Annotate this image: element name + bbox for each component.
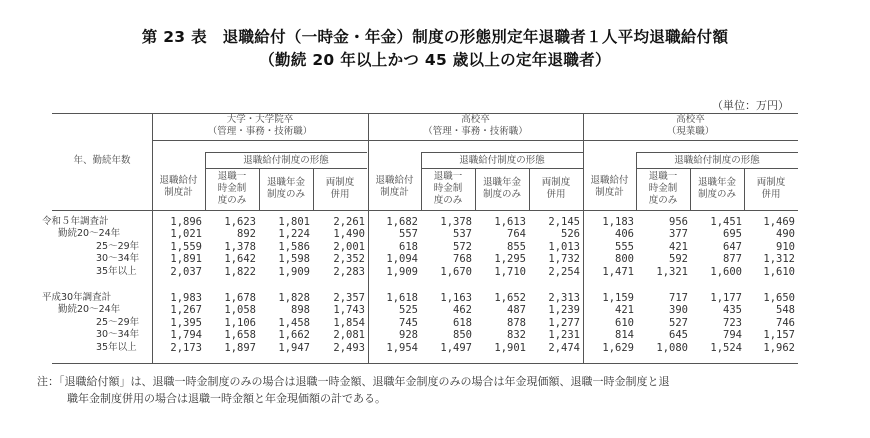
table-cell: 1,395 [170,316,202,329]
table-cell: 537 [453,228,472,241]
table-cell: 487 [507,304,526,317]
table-cell: 421 [669,240,688,253]
table-cell: 490 [776,228,795,241]
table-cell: 745 [399,316,418,329]
table-cell: 1,239 [548,304,580,317]
sub-header: 退職年金 [697,177,736,188]
table-cell: 1,586 [278,240,310,253]
table-cell: 2,145 [548,216,580,228]
table-cell: 2,352 [333,253,365,266]
total-header: 制度計 [164,187,193,198]
row-label: 勤続20～24年 [58,228,121,240]
row-label: 35年以上 [96,265,137,277]
table-cell: 618 [453,316,472,329]
table-cell: 1,678 [224,292,256,304]
form-header-top-rule [205,152,367,153]
table-cell: 768 [453,253,472,266]
total-header: 退職給付 [375,175,414,186]
total-header: 制度計 [380,187,409,198]
table-cell: 892 [237,228,256,241]
table-cell: 717 [669,292,688,304]
table-cell: 1,662 [278,329,310,342]
table-cell: 1,629 [602,341,634,354]
table-cell: 1,650 [763,292,795,304]
sub-header: 退職年金 [482,177,521,188]
table-cell: 1,658 [224,329,256,342]
table-cell: 1,670 [440,265,472,278]
group-header-sub: （管理・事務・技術職） [423,126,528,137]
sub-header: 時金制 [217,183,247,194]
table-cell: 695 [723,228,742,241]
table-cell: 2,313 [548,292,580,304]
table-cell: 2,173 [170,341,202,354]
table-cell: 2,261 [333,216,365,228]
form-header: 退職給付制度の形態 [459,155,545,166]
table-cell: 1,618 [386,292,418,304]
table-cell: 1,623 [224,216,256,228]
table-cell: 1,962 [763,341,795,354]
table-title: 第 23 表 退職給付（一時金・年金）制度の形態別定年退職者１人平均退職給付額 [141,28,729,46]
table-cell: 1,559 [170,240,202,253]
table-cell: 2,493 [333,341,365,354]
table-cell: 850 [453,329,472,342]
footnote-line-2: 職年金制度併用の場合は退職一時金額と年金現価額の計である。 [67,392,386,405]
form-header: 退職給付制度の形態 [243,155,329,166]
table-cell: 898 [291,304,310,317]
sub-header: 制度のみ [697,189,736,200]
group-header-sub: （現業職） [666,126,715,137]
table-cell: 462 [453,304,472,317]
form-header-top-rule [421,152,583,153]
table-cell: 956 [669,216,688,228]
sub-header: 併用 [546,189,566,200]
sub-header: 時金制 [433,183,463,194]
table-cell: 526 [561,228,580,241]
table-cell: 1,451 [710,216,742,228]
table-cell: 2,474 [548,341,580,354]
sub-header: 制度のみ [266,189,305,200]
table-cell: 390 [669,304,688,317]
table-cell: 746 [776,316,795,329]
group-header-sub: （管理・事務・技術職） [207,126,313,137]
table-cell: 764 [507,228,526,241]
row-label: 30～34年 [96,329,140,341]
table-cell: 2,357 [333,292,365,304]
table-cell: 1,682 [386,216,418,228]
row-header: 年、勤続年数 [73,155,131,166]
sub-header: 度のみ [433,195,463,206]
table-cell: 435 [723,304,742,317]
table-cell: 1,267 [170,304,202,317]
table-cell: 1,497 [440,341,472,354]
sub-header: 両制度 [541,177,571,188]
table-cell: 1,600 [710,265,742,278]
table-cell: 1,312 [763,253,795,266]
row-label: 令和５年調査計 [42,216,109,227]
table-cell: 2,254 [548,265,580,278]
table-cell: 814 [615,329,634,342]
table-cell: 1,458 [278,316,310,329]
sub-header: 退職一 [648,171,678,182]
table-cell: 647 [723,240,742,253]
form-header-top-rule [636,152,798,153]
table-cell: 1,021 [170,228,202,241]
table-cell: 1,954 [386,341,418,354]
table-cell: 1,277 [548,316,580,329]
table-cell: 878 [507,316,526,329]
table-cell: 548 [776,304,795,317]
table-cell: 855 [507,240,526,253]
table-cell: 2,001 [333,240,365,253]
table-cell: 377 [669,228,688,241]
table-cell: 1,909 [386,265,418,278]
total-header: 制度計 [595,187,624,198]
table-cell: 800 [615,253,634,266]
total-header: 退職給付 [159,175,198,186]
sub-header: 度のみ [217,195,247,206]
form-header-bottom-rule [636,168,798,169]
group-header-name: 大学・大学院卒 [226,114,294,125]
table-cell: 1,013 [548,240,580,253]
table-cell: 1,163 [440,292,472,304]
table-cell: 421 [615,304,634,317]
sub-header: 退職年金 [266,177,305,188]
table-cell: 1,183 [602,216,634,228]
total-header: 退職給付 [590,175,629,186]
table-cell: 572 [453,240,472,253]
unit-label: （単位：万円） [712,99,789,112]
table-cell: 1,177 [710,292,742,304]
table-cell: 1,794 [170,329,202,342]
table-cell: 1,231 [548,329,580,342]
table-cell: 1,058 [224,304,256,317]
table-cell: 618 [399,240,418,253]
header-bottom-rule [52,210,798,211]
footnote-line-1: 注：「退職給付額」は、退職一時金制度のみの場合は退職一時金額、退職年金制度のみの場合は年金現価額、退職一時金制度と退 [37,375,670,388]
sub-header: 併用 [330,189,350,200]
row-label: 35年以上 [96,341,137,353]
table-cell: 645 [669,329,688,342]
table-cell: 1,224 [278,228,310,241]
table-cell: 1,710 [494,265,526,278]
table-cell: 1,598 [278,253,310,266]
table-cell: 1,901 [494,341,526,354]
table-cell: 2,081 [333,329,365,342]
table-cell: 555 [615,240,634,253]
table-cell: 2,283 [333,265,365,278]
row-label: 25～29年 [96,316,140,328]
table-cell: 1,321 [656,265,688,278]
table-cell: 928 [399,329,418,342]
table-cell: 1,909 [278,265,310,278]
group-header-name: 高校卒 [461,114,490,125]
table-cell: 527 [669,316,688,329]
table-cell: 1,983 [170,292,202,304]
table-cell: 1,642 [224,253,256,266]
table-cell: 1,610 [763,265,795,278]
table-cell: 1,732 [548,253,580,266]
table-cell: 406 [615,228,634,241]
table-bottom-rule [52,363,798,364]
sub-header: 両制度 [325,177,355,188]
table-cell: 1,490 [333,228,365,241]
table-cell: 1,159 [602,292,634,304]
table-cell: 1,801 [278,216,310,228]
sub-header: 併用 [761,189,781,200]
table-cell: 2,037 [170,265,202,278]
table-cell: 1,295 [494,253,526,266]
table-cell: 1,897 [224,341,256,354]
table-cell: 1,080 [656,341,688,354]
table-cell: 1,106 [224,316,256,329]
table-cell: 1,828 [278,292,310,304]
form-header: 退職給付制度の形態 [674,155,760,166]
table-cell: 1,652 [494,292,526,304]
table-cell: 525 [399,304,418,317]
table-cell: 557 [399,228,418,241]
table-cell: 1,891 [170,253,202,266]
table-cell: 1,378 [440,216,472,228]
table-cell: 1,743 [333,304,365,317]
table-cell: 1,896 [170,216,202,228]
table-cell: 910 [776,240,795,253]
table-cell: 1,947 [278,341,310,354]
table-cell: 794 [723,329,742,342]
table-cell: 1,469 [763,216,795,228]
table-cell: 1,822 [224,265,256,278]
table-cell: 1,524 [710,341,742,354]
table-cell: 1,094 [386,253,418,266]
sub-header: 時金制 [648,183,678,194]
sub-header: 両制度 [756,177,786,188]
table-cell: 592 [669,253,688,266]
table-cell: 1,471 [602,265,634,278]
table-cell: 723 [723,316,742,329]
table-cell: 877 [723,253,742,266]
footnote [37,373,817,407]
sub-header: 制度のみ [482,189,521,200]
row-label: 勤続20～24年 [58,304,121,316]
form-header-bottom-rule [421,168,583,169]
row-label: 30～34年 [96,253,140,265]
sub-header: 退職一 [217,171,247,182]
row-label: 平成30年調査計 [42,292,112,303]
table-cell: 1,157 [763,329,795,342]
group-header-rule [152,140,798,141]
table-cell: 1,613 [494,216,526,228]
table-cell: 1,854 [333,316,365,329]
table-subtitle: （勤続 20 年以上かつ 45 歳以上の定年退職者） [259,51,611,69]
sub-header: 度のみ [648,195,678,206]
sub-header: 退職一 [433,171,463,182]
table-cell: 832 [507,329,526,342]
form-header-bottom-rule [205,168,367,169]
table-cell: 1,378 [224,240,256,253]
group-header-name: 高校卒 [676,114,705,125]
row-label: 25～29年 [96,240,140,252]
table-cell: 610 [615,316,634,329]
